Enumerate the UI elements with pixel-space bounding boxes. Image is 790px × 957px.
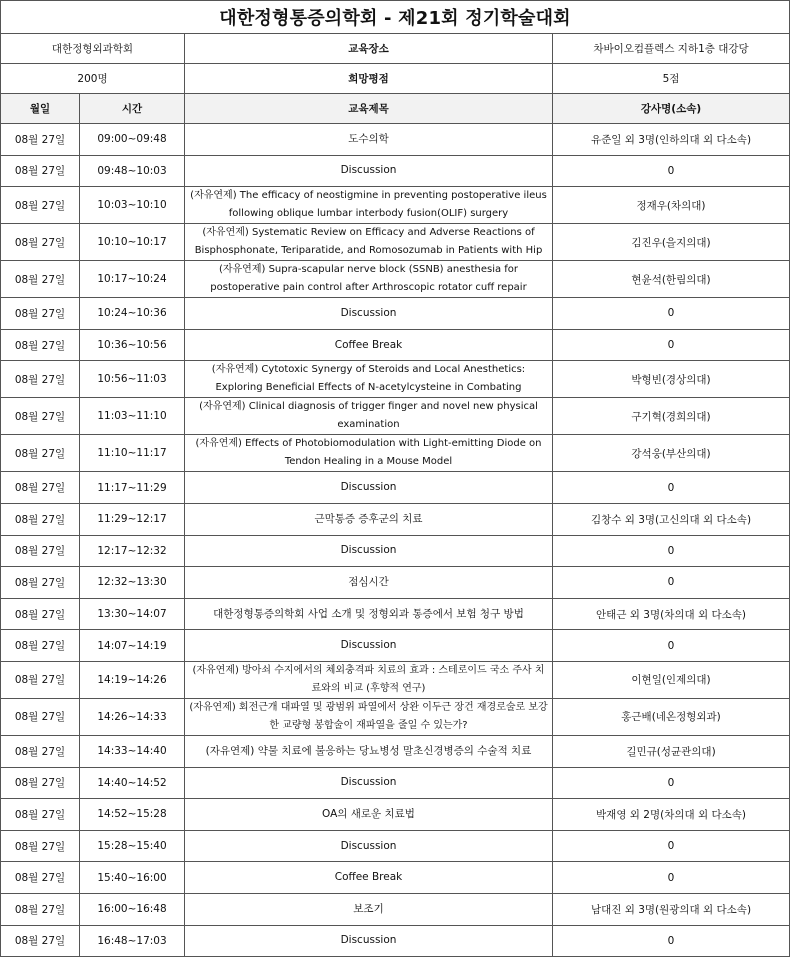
row-time: 11:03~11:10 bbox=[80, 398, 185, 435]
row-time: 14:19~14:26 bbox=[80, 661, 185, 698]
row-topic: Discussion bbox=[185, 535, 553, 567]
row-time: 11:17~11:29 bbox=[80, 472, 185, 504]
row-topic: (자유연제) 약물 치료에 불응하는 당뇨병성 말초신경병증의 수술적 치료 bbox=[185, 735, 553, 767]
info-row-venue bbox=[1, 34, 790, 64]
row-date: 08월 27일 bbox=[1, 398, 80, 435]
row-topic: 대한정형통증의학회 사업 소개 및 정형외과 통증에서 보험 청구 방법 bbox=[185, 598, 553, 630]
table-row bbox=[1, 799, 790, 831]
row-time: 15:28~15:40 bbox=[80, 830, 185, 862]
row-date: 08월 27일 bbox=[1, 767, 80, 799]
row-time: 16:00~16:48 bbox=[80, 893, 185, 925]
row-date: 08월 27일 bbox=[1, 735, 80, 767]
row-time: 15:40~16:00 bbox=[80, 862, 185, 894]
row-speaker: 김창수 외 3명(고신의대 외 다소속) bbox=[553, 503, 790, 535]
table-row bbox=[1, 893, 790, 925]
row-topic: Discussion bbox=[185, 630, 553, 662]
row-speaker: 0 bbox=[553, 830, 790, 862]
row-date: 08월 27일 bbox=[1, 698, 80, 735]
row-time: 10:24~10:36 bbox=[80, 298, 185, 330]
row-speaker: 안태근 외 3명(차의대 외 다소속) bbox=[553, 598, 790, 630]
row-topic: Discussion bbox=[185, 298, 553, 330]
table-row bbox=[1, 329, 790, 361]
row-date: 08월 27일 bbox=[1, 799, 80, 831]
row-date: 08월 27일 bbox=[1, 567, 80, 599]
row-topic: 보조기 bbox=[185, 893, 553, 925]
table-row bbox=[1, 124, 790, 156]
venue-value: 차바이오컴플렉스 지하1층 대강당 bbox=[553, 34, 790, 64]
row-speaker: 0 bbox=[553, 298, 790, 330]
row-speaker: 길민규(성균관의대) bbox=[553, 735, 790, 767]
row-topic: Discussion bbox=[185, 472, 553, 504]
table-row bbox=[1, 767, 790, 799]
row-topic: (자유연제) Effects of Photobiomodulation with Light-emitting Diode on Tendon Healing in a Mouse Model bbox=[185, 435, 553, 472]
row-speaker: 0 bbox=[553, 567, 790, 599]
table-row bbox=[1, 261, 790, 298]
row-speaker: 0 bbox=[553, 630, 790, 662]
row-speaker: 남대진 외 3명(원광의대 외 다소속) bbox=[553, 893, 790, 925]
row-speaker: 0 bbox=[553, 155, 790, 187]
row-speaker: 정재우(차의대) bbox=[553, 187, 790, 224]
table-row bbox=[1, 155, 790, 187]
row-topic: (자유연제) 회전근개 대파열 및 광범위 파열에서 상완 이두근 장건 재경로술로 보강한 교량형 봉합술이 재파열을 줄일 수 있는가? bbox=[185, 698, 553, 735]
row-date: 08월 27일 bbox=[1, 187, 80, 224]
column-header-topic: 교육제목 bbox=[185, 94, 553, 124]
row-topic: (자유연제) Clinical diagnosis of trigger finger and novel new physical examination bbox=[185, 398, 553, 435]
row-speaker: 0 bbox=[553, 767, 790, 799]
table-row bbox=[1, 224, 790, 261]
row-date: 08월 27일 bbox=[1, 862, 80, 894]
row-time: 09:48~10:03 bbox=[80, 155, 185, 187]
row-topic: (자유연제) The efficacy of neostigmine in preventing postoperative ileus following oblique lumbar interbody fusion(OLIF) surgery bbox=[185, 187, 553, 224]
row-speaker: 강석웅(부산의대) bbox=[553, 435, 790, 472]
info-row-rating bbox=[1, 64, 790, 94]
row-date: 08월 27일 bbox=[1, 630, 80, 662]
row-date: 08월 27일 bbox=[1, 124, 80, 156]
table-row bbox=[1, 630, 790, 662]
venue-label: 교육장소 bbox=[185, 34, 553, 64]
row-date: 08월 27일 bbox=[1, 830, 80, 862]
row-date: 08월 27일 bbox=[1, 298, 80, 330]
row-speaker: 현윤석(한림의대) bbox=[553, 261, 790, 298]
table-row bbox=[1, 535, 790, 567]
row-time: 10:03~10:10 bbox=[80, 187, 185, 224]
table-row bbox=[1, 661, 790, 698]
table-row bbox=[1, 735, 790, 767]
capacity-value: 200명 bbox=[1, 64, 185, 94]
row-time: 14:26~14:33 bbox=[80, 698, 185, 735]
row-date: 08월 27일 bbox=[1, 224, 80, 261]
table-row bbox=[1, 435, 790, 472]
row-date: 08월 27일 bbox=[1, 925, 80, 957]
rating-value: 5점 bbox=[553, 64, 790, 94]
row-topic: Discussion bbox=[185, 830, 553, 862]
row-date: 08월 27일 bbox=[1, 472, 80, 504]
row-topic: Discussion bbox=[185, 155, 553, 187]
row-date: 08월 27일 bbox=[1, 261, 80, 298]
column-header-date: 월일 bbox=[1, 94, 80, 124]
row-time: 12:32~13:30 bbox=[80, 567, 185, 599]
row-date: 08월 27일 bbox=[1, 893, 80, 925]
row-date: 08월 27일 bbox=[1, 535, 80, 567]
row-speaker: 유준일 외 3명(인하의대 외 다소속) bbox=[553, 124, 790, 156]
table-row bbox=[1, 598, 790, 630]
row-topic: 점심시간 bbox=[185, 567, 553, 599]
column-header-speaker: 강사명(소속) bbox=[553, 94, 790, 124]
row-time: 14:33~14:40 bbox=[80, 735, 185, 767]
row-time: 12:17~12:32 bbox=[80, 535, 185, 567]
row-topic: 근막통증 증후군의 치료 bbox=[185, 503, 553, 535]
row-date: 08월 27일 bbox=[1, 598, 80, 630]
row-time: 14:07~14:19 bbox=[80, 630, 185, 662]
row-time: 14:40~14:52 bbox=[80, 767, 185, 799]
column-header-row bbox=[1, 94, 790, 124]
rating-label: 희망평점 bbox=[185, 64, 553, 94]
row-speaker: 홍근배(네온정형외과) bbox=[553, 698, 790, 735]
row-time: 10:56~11:03 bbox=[80, 361, 185, 398]
row-time: 14:52~15:28 bbox=[80, 799, 185, 831]
row-time: 13:30~14:07 bbox=[80, 598, 185, 630]
row-topic: (자유연제) Supra-scapular nerve block (SSNB) anesthesia for postoperative pain control after Arthroscopic rotator cuff repair bbox=[185, 261, 553, 298]
title-row bbox=[1, 1, 790, 34]
row-speaker: 박재영 외 2명(차의대 외 다소속) bbox=[553, 799, 790, 831]
row-speaker: 이현일(인제의대) bbox=[553, 661, 790, 698]
table-row bbox=[1, 567, 790, 599]
row-date: 08월 27일 bbox=[1, 661, 80, 698]
row-topic: Coffee Break bbox=[185, 329, 553, 361]
row-speaker: 0 bbox=[553, 925, 790, 957]
row-time: 10:36~10:56 bbox=[80, 329, 185, 361]
row-speaker: 0 bbox=[553, 329, 790, 361]
row-topic: (자유연제) Cytotoxic Synergy of Steroids and Local Anesthetics: Exploring Beneficial Effects of N-acetylcysteine in Combating bbox=[185, 361, 553, 398]
row-speaker: 박형빈(경상의대) bbox=[553, 361, 790, 398]
row-time: 10:10~10:17 bbox=[80, 224, 185, 261]
row-time: 09:00~09:48 bbox=[80, 124, 185, 156]
table-row bbox=[1, 503, 790, 535]
row-speaker: 구기혁(경희의대) bbox=[553, 398, 790, 435]
table-row bbox=[1, 398, 790, 435]
row-topic: OA의 새로운 치료법 bbox=[185, 799, 553, 831]
table-row bbox=[1, 472, 790, 504]
row-date: 08월 27일 bbox=[1, 503, 80, 535]
row-date: 08월 27일 bbox=[1, 155, 80, 187]
table-row bbox=[1, 830, 790, 862]
row-topic: Discussion bbox=[185, 767, 553, 799]
row-date: 08월 27일 bbox=[1, 361, 80, 398]
row-time: 11:29~12:17 bbox=[80, 503, 185, 535]
row-time: 16:48~17:03 bbox=[80, 925, 185, 957]
row-time: 11:10~11:17 bbox=[80, 435, 185, 472]
page-title: 대한정형통증의학회 - 제21회 정기학술대회 bbox=[1, 1, 790, 34]
table-row bbox=[1, 187, 790, 224]
organizer-value: 대한정형외과학회 bbox=[1, 34, 185, 64]
table-row bbox=[1, 698, 790, 735]
row-topic: (자유연제) 방아쇠 수지에서의 체외충격파 치료의 효과 : 스테로이드 국소 주사 치료와의 비교 (후향적 연구) bbox=[185, 661, 553, 698]
row-time: 10:17~10:24 bbox=[80, 261, 185, 298]
table-row bbox=[1, 925, 790, 957]
table-row bbox=[1, 862, 790, 894]
row-speaker: 0 bbox=[553, 535, 790, 567]
table-row bbox=[1, 298, 790, 330]
row-date: 08월 27일 bbox=[1, 329, 80, 361]
row-topic: Coffee Break bbox=[185, 862, 553, 894]
row-topic: 도수의학 bbox=[185, 124, 553, 156]
row-topic: (자유연제) Systematic Review on Efficacy and Adverse Reactions of Bisphosphonate, Teriparatide, and Romosozumab in Patients with Hip bbox=[185, 224, 553, 261]
row-speaker: 김진우(을지의대) bbox=[553, 224, 790, 261]
row-topic: Discussion bbox=[185, 925, 553, 957]
table-row bbox=[1, 361, 790, 398]
row-speaker: 0 bbox=[553, 862, 790, 894]
row-speaker: 0 bbox=[553, 472, 790, 504]
column-header-time: 시간 bbox=[80, 94, 185, 124]
row-date: 08월 27일 bbox=[1, 435, 80, 472]
